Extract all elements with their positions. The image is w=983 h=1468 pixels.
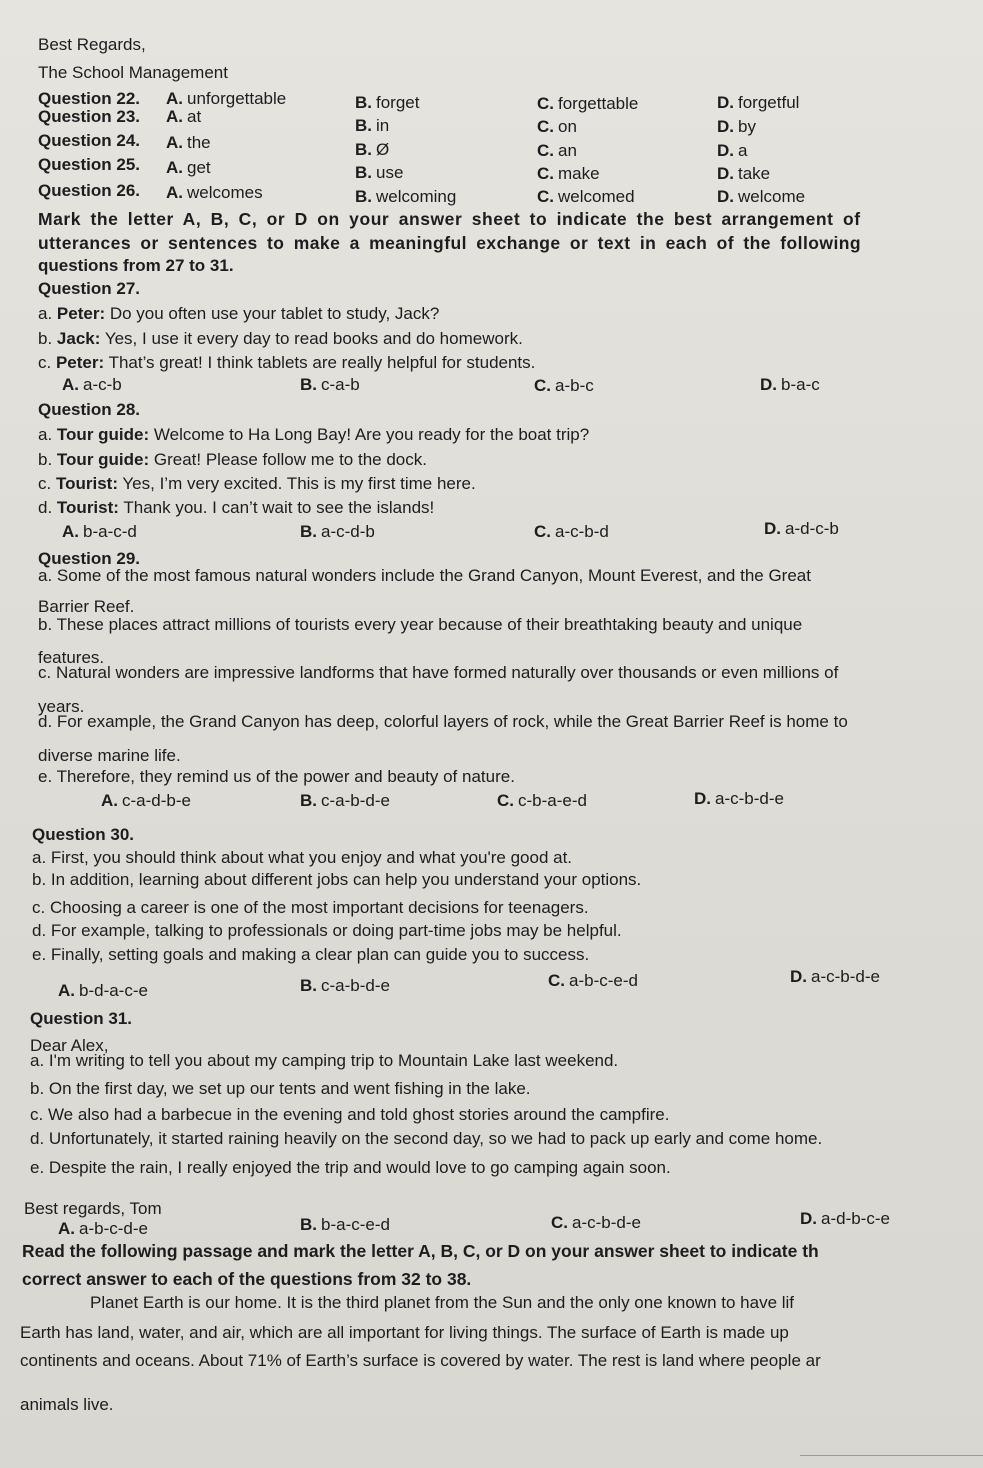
q29-sentence-d: d. For example, the Grand Canyon has deep, colorful layers of rock, while the Great Barrier Reef is home to: [38, 712, 848, 731]
speaker: Tourist:: [55, 474, 118, 493]
line-letter: c.: [38, 353, 52, 372]
q31-title: Question 31.: [30, 1009, 133, 1028]
q22-option-b[interactable]: [355, 92, 419, 114]
q25-option-b[interactable]: [355, 162, 403, 184]
option-text: welcomed: [558, 187, 635, 206]
option-label: B.: [355, 140, 372, 159]
option-label: C.: [537, 187, 554, 206]
option-label: D.: [717, 187, 734, 206]
option-text: welcome: [738, 187, 806, 206]
option-text: on: [558, 117, 577, 136]
q26-option-a[interactable]: [166, 182, 263, 204]
q28-line-a: [38, 424, 589, 446]
option-label: A.: [101, 791, 118, 810]
option-text: a-c-b-d-e: [715, 789, 784, 808]
option-text: b-a-c: [781, 375, 820, 394]
q29-sentence-a-cont: Barrier Reef.: [38, 597, 135, 616]
q31-sentence-e: e. Despite the rain, I really enjoyed the trip and would love to go camping again soon.: [30, 1158, 671, 1177]
option-text: get: [187, 158, 211, 177]
option-label: A.: [58, 1219, 75, 1238]
q29-title: Question 29.: [38, 549, 141, 568]
option-label: A.: [166, 158, 183, 177]
option-label: B.: [300, 1215, 317, 1234]
q27-line-a: [38, 303, 439, 325]
option-text: in: [376, 116, 390, 135]
option-label: C.: [548, 971, 565, 990]
q25-number: Question 25.: [38, 155, 141, 174]
option-label: D.: [717, 117, 734, 136]
option-label: B.: [300, 976, 317, 995]
passage-line-4: animals live.: [20, 1395, 114, 1414]
utterance: Welcome to Ha Long Bay! Are you ready for the boat trip?: [149, 425, 590, 444]
q28-line-b: [38, 449, 427, 471]
q23-option-a[interactable]: [166, 106, 201, 128]
speaker: Peter:: [55, 353, 105, 372]
q29-sentence-c-cont: years.: [38, 697, 85, 716]
q28-option-a[interactable]: [62, 521, 137, 543]
q28-option-b[interactable]: [300, 521, 375, 543]
q24-option-a[interactable]: [166, 132, 211, 154]
q27-title: Question 27.: [38, 279, 141, 298]
option-text: use: [376, 163, 404, 182]
q31-signoff: Best regards, Tom: [24, 1199, 162, 1218]
speaker: Tourist:: [56, 498, 119, 517]
speaker: Tour guide:: [56, 425, 150, 444]
q28-option-c[interactable]: [534, 521, 609, 543]
q31-sentence-c: c. We also had a barbecue in the evening and told ghost stories around the campfire.: [30, 1105, 670, 1124]
option-text: c-a-d-b-e: [122, 791, 191, 810]
q28-line-d: [38, 497, 434, 519]
option-label: A.: [62, 375, 79, 394]
closing-line: Best Regards,: [38, 35, 146, 54]
q30-option-b[interactable]: [300, 975, 390, 997]
speaker: Tour guide:: [56, 450, 150, 469]
utterance: Yes, I use it every day to read books and do homework.: [100, 329, 523, 348]
q30-title: Question 30.: [32, 825, 135, 844]
q29-sentence-b: b. These places attract millions of tourists every year because of their breathtaking beauty and unique: [38, 615, 803, 634]
line-letter: a.: [38, 425, 53, 444]
q29-sentence-c: c. Natural wonders are impressive landforms that have formed naturally over thousands or even millions of: [38, 663, 839, 682]
speaker: Jack:: [56, 329, 101, 348]
option-label: C.: [537, 94, 554, 113]
option-text: forgettable: [558, 94, 639, 113]
option-label: A.: [58, 981, 75, 1000]
q31-sentence-d: d. Unfortunately, it started raining heavily on the second day, so we had to pack up early and come home.: [30, 1129, 823, 1148]
q23-option-d[interactable]: [717, 116, 756, 138]
line-letter: a.: [38, 304, 53, 323]
speaker: Peter:: [56, 304, 106, 323]
option-text: a-b-c-e-d: [569, 971, 638, 990]
q31-sentence-b: b. On the first day, we set up our tents and went fishing in the lake.: [30, 1079, 531, 1098]
option-text: b-d-a-c-e: [79, 981, 148, 1000]
option-text: a-b-c-d-e: [79, 1219, 148, 1238]
passage-line-2: Earth has land, water, and air, which are all important for living things. The surface of Earth is made up: [20, 1323, 789, 1342]
q29-sentence-b-cont: features.: [38, 648, 105, 667]
option-text: welcomes: [187, 183, 263, 202]
option-label: D.: [790, 967, 807, 986]
utterance: Do you often use your tablet to study, Jack?: [105, 304, 440, 323]
option-text: a-d-c-b: [785, 519, 839, 538]
option-label: C.: [537, 117, 554, 136]
option-label: D.: [694, 789, 711, 808]
option-text: Ø: [376, 140, 390, 159]
q24-option-d[interactable]: [717, 140, 747, 162]
option-label: A.: [166, 133, 183, 152]
q22-option-c[interactable]: [537, 93, 638, 115]
option-label: B.: [355, 163, 372, 182]
option-label: A.: [166, 107, 183, 126]
q26-number: Question 26.: [38, 181, 141, 200]
instruction-arrangement-line-3: questions from 27 to 31.: [38, 256, 234, 275]
option-text: c-a-b-d-e: [321, 791, 390, 810]
q27-option-d[interactable]: [760, 374, 820, 396]
option-label: D.: [764, 519, 781, 538]
q29-sentence-e: e. Therefore, they remind us of the power and beauty of nature.: [38, 767, 515, 786]
option-text: unforgettable: [187, 89, 287, 108]
instruction-reading-line-2: correct answer to each of the questions from 32 to 38.: [22, 1269, 472, 1289]
q30-sentence-e: e. Finally, setting goals and making a clear plan can guide you to success.: [32, 945, 590, 964]
option-text: a-c-d-b: [321, 522, 375, 541]
q29-option-c[interactable]: [497, 790, 587, 812]
option-label: B.: [355, 93, 372, 112]
q26-option-d[interactable]: [717, 186, 805, 208]
option-text: c-a-b: [321, 375, 360, 394]
option-label: A.: [166, 89, 183, 108]
line-letter: c.: [38, 474, 52, 493]
q27-line-b: [38, 328, 523, 350]
option-label: C.: [537, 141, 554, 160]
q30-sentence-d: d. For example, talking to professionals or doing part-time jobs may be helpful.: [32, 921, 622, 940]
option-text: welcoming: [376, 187, 457, 206]
option-label: D.: [717, 93, 734, 112]
q23-number: Question 23.: [38, 107, 141, 126]
q31-option-a[interactable]: [58, 1218, 148, 1240]
option-text: an: [558, 141, 577, 160]
option-label: B.: [300, 522, 317, 541]
option-text: c-b-a-e-d: [518, 791, 587, 810]
option-label: C.: [534, 376, 551, 395]
q27-option-c[interactable]: [534, 375, 594, 397]
q31-option-c[interactable]: [551, 1212, 641, 1234]
q29-option-b[interactable]: [300, 790, 390, 812]
q30-sentence-a: a. First, you should think about what you enjoy and what you're good at.: [32, 848, 573, 867]
q25-option-d[interactable]: [717, 163, 770, 185]
option-label: B.: [300, 791, 317, 810]
instruction-arrangement-line-1: Mark the letter A, B, C, or D on your answer sheet to indicate the best arrangement of: [38, 209, 861, 229]
q31-option-b[interactable]: [300, 1214, 390, 1236]
q30-option-d[interactable]: [790, 966, 880, 988]
q25-option-a[interactable]: [166, 157, 211, 179]
q24-number: Question 24.: [38, 131, 141, 150]
q30-sentence-b: b. In addition, learning about different jobs can help you understand your options.: [32, 870, 642, 889]
signature-line: The School Management: [38, 63, 228, 82]
instruction-reading-line-1: Read the following passage and mark the letter A, B, C, or D on your answer sheet to indicate th: [22, 1241, 819, 1261]
option-text: b-a-c-e-d: [321, 1215, 390, 1234]
option-text: c-a-b-d-e: [321, 976, 390, 995]
q29-option-a[interactable]: [101, 790, 191, 812]
option-label: C.: [537, 164, 554, 183]
q24-option-c[interactable]: [537, 140, 577, 162]
utterance: Yes, I’m very excited. This is my first time here.: [117, 474, 476, 493]
option-label: B.: [355, 187, 372, 206]
q31-greeting: Dear Alex,: [30, 1036, 109, 1055]
option-label: B.: [300, 375, 317, 394]
q31-option-d[interactable]: [800, 1208, 890, 1230]
q28-title: Question 28.: [38, 400, 141, 419]
option-text: a-c-b-d-e: [811, 967, 880, 986]
option-text: the: [187, 133, 211, 152]
q28-option-d[interactable]: [764, 518, 839, 540]
q23-option-b[interactable]: [355, 115, 389, 137]
q27-option-a[interactable]: [62, 374, 122, 396]
q26-option-b[interactable]: [355, 186, 456, 208]
q29-sentence-a: a. Some of the most famous natural wonders include the Grand Canyon, Mount Everest, and the Great: [38, 566, 811, 585]
line-letter: d.: [38, 498, 53, 517]
utterance: That’s great! I think tablets are really helpful for students.: [104, 353, 536, 372]
page-edge-line: [800, 1455, 983, 1456]
option-label: D.: [800, 1209, 817, 1228]
option-text: by: [738, 117, 756, 136]
option-text: at: [187, 107, 202, 126]
option-label: C.: [534, 522, 551, 541]
option-label: D.: [717, 164, 734, 183]
option-text: b-a-c-d: [83, 522, 137, 541]
option-label: C.: [551, 1213, 568, 1232]
utterance: Thank you. I can’t wait to see the islands!: [118, 498, 435, 517]
option-label: D.: [760, 375, 777, 394]
line-letter: b.: [38, 329, 53, 348]
utterance: Great! Please follow me to the dock.: [149, 450, 427, 469]
q31-sentence-a: a. I'm writing to tell you about my camping trip to Mountain Lake last weekend.: [30, 1051, 619, 1070]
q30-option-c[interactable]: [548, 970, 638, 992]
option-label: A.: [166, 183, 183, 202]
q24-option-b[interactable]: [355, 139, 389, 161]
option-text: a-b-c: [555, 376, 594, 395]
option-text: a-d-b-c-e: [821, 1209, 890, 1228]
option-text: a-c-b-d: [555, 522, 609, 541]
option-text: forgetful: [738, 93, 800, 112]
option-label: D.: [717, 141, 734, 160]
option-text: a-c-b-d-e: [572, 1213, 641, 1232]
instruction-arrangement-line-2: utterances or sentences to make a meaningful exchange or text in each of the following: [38, 233, 862, 253]
q29-sentence-d-cont: diverse marine life.: [38, 746, 181, 765]
option-label: A.: [62, 522, 79, 541]
option-text: make: [558, 164, 600, 183]
q27-line-c: [38, 352, 535, 374]
q30-sentence-c: c. Choosing a career is one of the most important decisions for teenagers.: [32, 898, 589, 917]
q27-option-b[interactable]: [300, 374, 360, 396]
q28-line-c: [38, 473, 476, 495]
q22-number: Question 22.: [38, 89, 141, 108]
passage-line-3: continents and oceans. About 71% of Earth’s surface is covered by water. The rest is land where people ar: [20, 1351, 821, 1370]
q29-option-d[interactable]: [694, 788, 784, 810]
option-text: a: [738, 141, 748, 160]
option-text: forget: [376, 93, 420, 112]
q30-option-a[interactable]: [58, 980, 148, 1002]
q26-option-c[interactable]: [537, 186, 635, 208]
passage-line-1: Planet Earth is our home. It is the third planet from the Sun and the only one known to have lif: [90, 1293, 795, 1312]
q22-option-d[interactable]: [717, 92, 799, 114]
option-label: C.: [497, 791, 514, 810]
option-text: a-c-b: [83, 375, 122, 394]
option-text: take: [738, 164, 771, 183]
line-letter: b.: [38, 450, 53, 469]
option-label: B.: [355, 116, 372, 135]
q25-option-c[interactable]: [537, 163, 600, 185]
q23-option-c[interactable]: [537, 116, 577, 138]
